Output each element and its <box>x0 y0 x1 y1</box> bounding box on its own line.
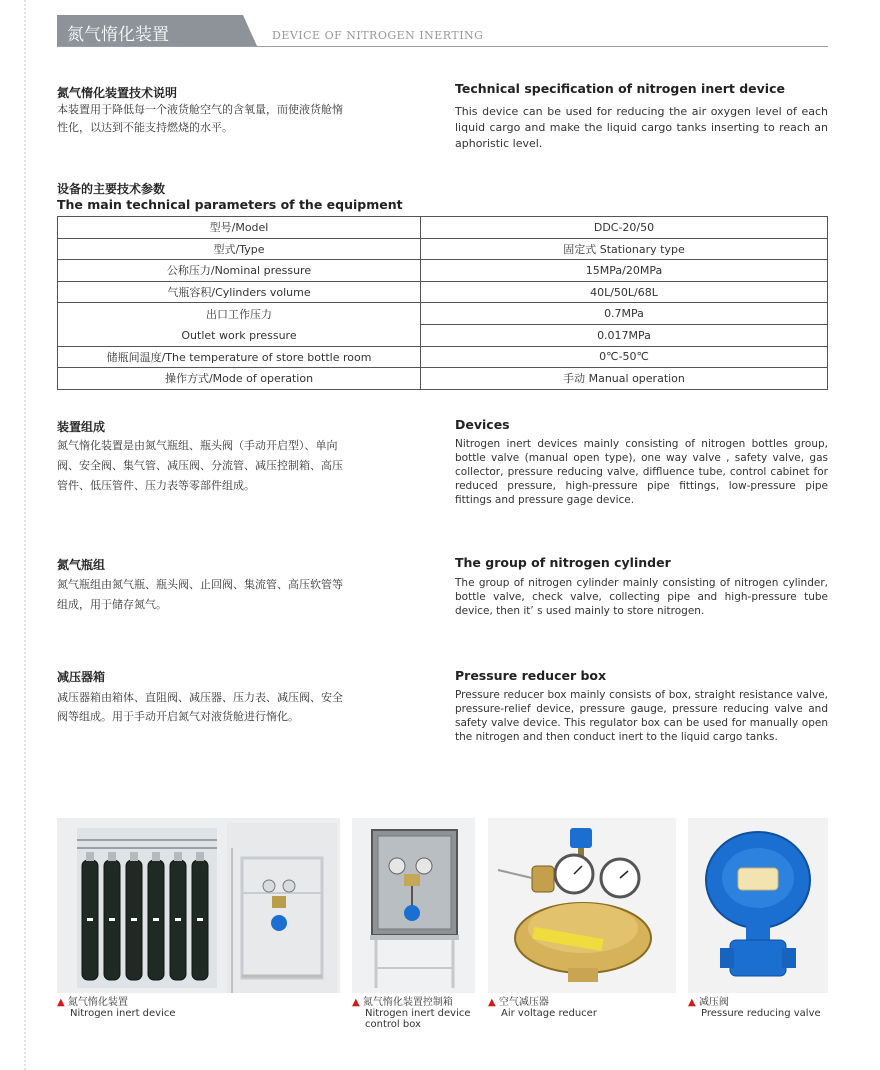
cylinder-text-cn-1: 氮气瓶组由氮气瓶、瓶头阀、止回阀、集流管、高压软管等 <box>57 578 343 591</box>
param-label: 出口工作压力 <box>58 303 421 325</box>
triangle-marker-icon: ▲ <box>352 997 360 1008</box>
triangle-marker-icon: ▲ <box>57 997 65 1008</box>
devices-heading-en: Devices <box>455 417 510 432</box>
photo-pressure-reducing-valve <box>688 818 828 993</box>
devices-text-cn-3: 管件、低压管件、压力表等零部件组成。 <box>57 479 255 492</box>
caption-air-voltage-reducer <box>488 997 597 1019</box>
triangle-marker-icon: ▲ <box>688 997 696 1008</box>
cylinder-heading-en: The group of nitrogen cylinder <box>455 555 671 570</box>
param-label: 型号/Model <box>58 217 421 239</box>
param-value: 0.7MPa <box>421 303 828 325</box>
caption-en-line-2: control box <box>365 1019 421 1030</box>
table-row <box>58 368 828 390</box>
params-heading-en: The main technical parameters of the equipment <box>57 197 403 212</box>
pressure-reducing-valve-illustration <box>688 818 828 993</box>
caption-en: Pressure reducing valve <box>701 1008 821 1019</box>
table-row <box>58 260 828 282</box>
param-label: 气瓶容积/Cylinders volume <box>58 281 421 303</box>
caption-cn: 氮气惰化装置 <box>67 997 128 1008</box>
param-value: 手动 Manual operation <box>421 368 828 390</box>
param-value: 0℃-50℃ <box>421 346 828 368</box>
devices-heading-cn: 装置组成 <box>57 420 106 434</box>
param-label: Outlet work pressure <box>58 324 421 346</box>
reducer-text-cn-1: 减压器箱由箱体、直阻阀、减压器、压力表、减压阀、安全 <box>57 691 343 704</box>
photo-control-box <box>352 818 475 993</box>
reducer-heading-en: Pressure reducer box <box>455 668 607 683</box>
intro-text-cn-2: 性化，以达到不能支持燃烧的水平。 <box>57 121 233 134</box>
caption-cn: 减压阀 <box>698 997 729 1008</box>
table-row <box>58 281 828 303</box>
photo-air-voltage-reducer <box>488 818 676 993</box>
param-value: 固定式 Stationary type <box>421 238 828 260</box>
param-value: DDC-20/50 <box>421 217 828 239</box>
param-label: 储瓶间温度/The temperature of store bottle room <box>58 346 421 368</box>
devices-text-cn-1: 氮气惰化装置是由氮气瓶组、瓶头阀（手动开启型）、单向 <box>57 439 338 452</box>
table-row <box>58 303 828 325</box>
air-voltage-reducer-illustration <box>488 818 676 993</box>
caption-en: Air voltage reducer <box>501 1008 597 1019</box>
devices-text-cn-2: 阀、安全阀、集气管、减压阀、分流管、减压控制箱、高压 <box>57 459 343 472</box>
params-heading-cn: 设备的主要技术参数 <box>57 182 166 196</box>
cylinder-heading-cn: 氮气瓶组 <box>57 558 106 572</box>
caption-en-line-1: Nitrogen inert device <box>365 1008 471 1019</box>
reducer-text-en: Pressure reducer box mainly consists of box, straight resistance valve, pressure-relief device, pressure gauge, pressure reducing valve and safety valve device. This regulator box can be used for manually open the nitrogen and then conduct inert to the liquid cargo tanks. <box>455 689 828 743</box>
triangle-marker-icon: ▲ <box>488 997 496 1008</box>
table-row <box>58 346 828 368</box>
caption-pressure-reducing-valve <box>688 997 821 1019</box>
reducer-text-cn-2: 阀等组成。用于手动开启氮气对液货舱进行惰化。 <box>57 710 299 723</box>
intro-heading-cn: 氮气惰化装置技术说明 <box>57 86 178 100</box>
param-value: 0.017MPa <box>421 324 828 346</box>
intro-text-en: This device can be used for reducing the air oxygen level of each liquid cargo and make the liquid cargo tanks inserting to reach an aphoristic level. <box>455 105 828 150</box>
reducer-heading-cn: 减压器箱 <box>57 670 106 684</box>
section-title-en: DEVICE OF NITROGEN INERTING <box>272 29 484 42</box>
param-label: 公称压力/Nominal pressure <box>58 260 421 282</box>
page-margin-dots <box>24 0 26 1070</box>
cylinder-text-en: The group of nitrogen cylinder mainly consisting of nitrogen cylinder, bottle valve, check valve, collecting pipe and high-pressure tube device, then it’ s used mainly to store nitrogen. <box>455 577 828 617</box>
intro-heading-en: Technical specification of nitrogen inert device <box>455 81 785 96</box>
table-row <box>58 217 828 239</box>
table-row <box>58 324 828 346</box>
caption-control-box <box>352 997 471 1030</box>
devices-text-en: Nitrogen inert devices mainly consisting of nitrogen bottles group, bottle valve (manual open type), one way valve , safety valve, gas collector, pressure reducing valve, diffluence tube, control cabinet for reduced pressure, high-pressure pipe fittings, low-pressure pipe fittings and pressure gage device. <box>455 438 828 506</box>
caption-cn: 氮气惰化装置控制箱 <box>362 997 453 1008</box>
table-row <box>58 238 828 260</box>
param-label: 型式/Type <box>58 238 421 260</box>
photo-nitrogen-inert-device <box>57 818 340 993</box>
param-label: 操作方式/Mode of operation <box>58 368 421 390</box>
control-box-illustration <box>352 818 475 993</box>
caption-cn: 空气减压器 <box>498 997 549 1008</box>
nitrogen-inert-device-illustration <box>57 818 340 993</box>
intro-text-cn-1: 本装置用于降低每一个液货舱空气的含氧量，而使液货舱惰 <box>57 103 343 116</box>
caption-nitrogen-inert-device <box>57 997 176 1019</box>
param-value: 15MPa/20MPa <box>421 260 828 282</box>
caption-en: Nitrogen inert device <box>70 1008 176 1019</box>
cylinder-text-cn-2: 组成，用于储存氮气。 <box>57 598 167 611</box>
header-divider <box>57 46 828 47</box>
parameters-table <box>57 216 828 390</box>
section-title-cn: 氮气惰化装置 <box>67 25 169 45</box>
param-value: 40L/50L/68L <box>421 281 828 303</box>
